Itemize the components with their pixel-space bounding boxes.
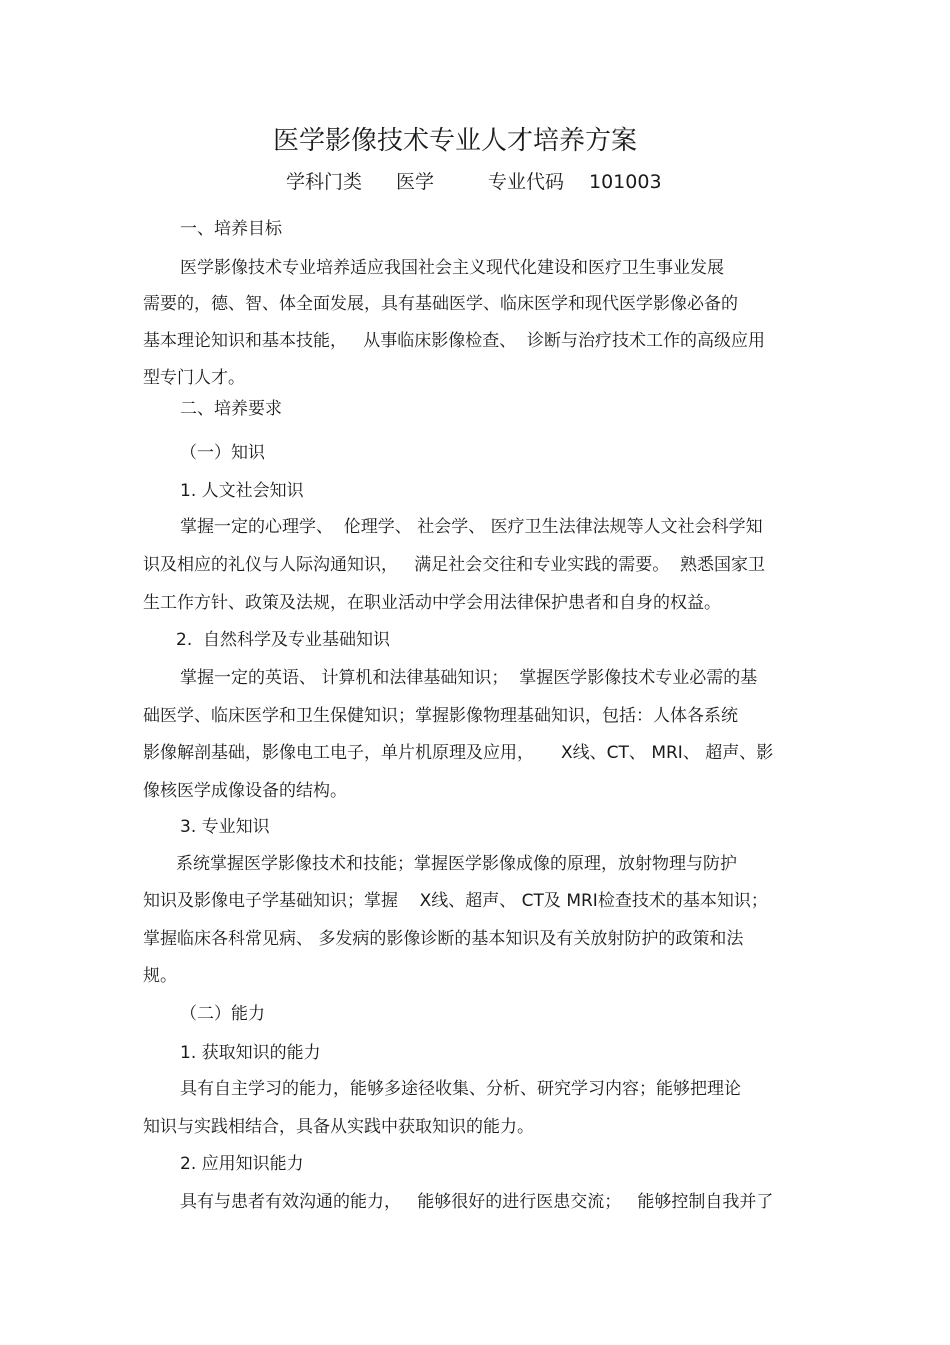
paragraph-line: 掌握一定的英语、 计算机和法律基础知识； 掌握医学影像技术专业必需的基	[180, 668, 758, 688]
document-title: 医学影像技术专业人才培养方案	[273, 126, 638, 156]
item-heading: 1. 获取知识的能力	[180, 1043, 321, 1063]
paragraph-line: 需要的，德、智、体全面发展，具有基础医学、临床医学和现代医学影像必备的	[143, 294, 738, 314]
meta-code-value: 101003	[589, 171, 662, 193]
section-heading-objectives: 一、培养目标	[180, 219, 282, 239]
paragraph-line: 知识及影像电子学基础知识；掌握 X线、超声、 CT及 MRI检查技术的基本知识；	[143, 891, 768, 911]
subsection-heading-knowledge: （一）知识	[180, 443, 265, 463]
item-heading: 1. 人文社会知识	[180, 481, 304, 501]
paragraph-line: 型专门人才。	[143, 368, 245, 388]
paragraph-line: 医学影像技术专业培养适应我国社会主义现代化建设和医疗卫生事业发展	[180, 258, 724, 278]
section-heading-requirements: 二、培养要求	[180, 399, 282, 419]
meta-code-label: 专业代码	[488, 171, 565, 193]
paragraph-line: 具有自主学习的能力，能够多途径收集、分析、研究学习内容；能够把理论	[180, 1079, 741, 1099]
subsection-heading-ability: （二）能力	[180, 1004, 265, 1024]
item-heading: 2. 应用知识能力	[180, 1154, 304, 1174]
paragraph-line: 像核医学成像设备的结构。	[143, 781, 347, 801]
paragraph-line: 掌握一定的心理学、 伦理学、 社会学、 医疗卫生法律法规等人文社会科学知	[180, 517, 763, 537]
paragraph-line: 知识与实践相结合，具备从实践中获取知识的能力。	[143, 1117, 534, 1137]
paragraph-line: 规。	[143, 966, 177, 986]
paragraph-line: 识及相应的礼仪与人际沟通知识， 满足社会交往和专业实践的需要。 熟悉国家卫	[143, 555, 766, 575]
paragraph-line: 影像解剖基础，影像电工电子，单片机原理及应用， X线、CT、 MRI、 超声、影	[143, 743, 774, 763]
paragraph-line: 生工作方针、政策及法规，在职业活动中学会用法律保护患者和自身的权益。	[143, 593, 721, 613]
paragraph-line: 掌握临床各科常见病、 多发病的影像诊断的基本知识及有关放射防护的政策和法	[143, 929, 744, 949]
paragraph-line: 础医学、临床医学和卫生保健知识；掌握影像物理基础知识，包括：人体各系统	[143, 706, 738, 726]
meta-category-label: 学科门类	[286, 171, 363, 193]
paragraph-line: 基本理论知识和基本技能， 从事临床影像检查、 诊断与治疗技术工作的高级应用	[143, 331, 766, 351]
paragraph-line: 具有与患者有效沟通的能力， 能够很好的进行医患交流； 能够控制自我并了	[180, 1192, 774, 1212]
paragraph-line: 系统掌握医学影像技术和技能；掌握医学影像成像的原理，放射物理与防护	[176, 854, 737, 874]
meta-category-value: 医学	[396, 171, 435, 193]
item-heading: 2. 自然科学及专业基础知识	[176, 630, 391, 650]
item-heading: 3. 专业知识	[180, 817, 270, 837]
